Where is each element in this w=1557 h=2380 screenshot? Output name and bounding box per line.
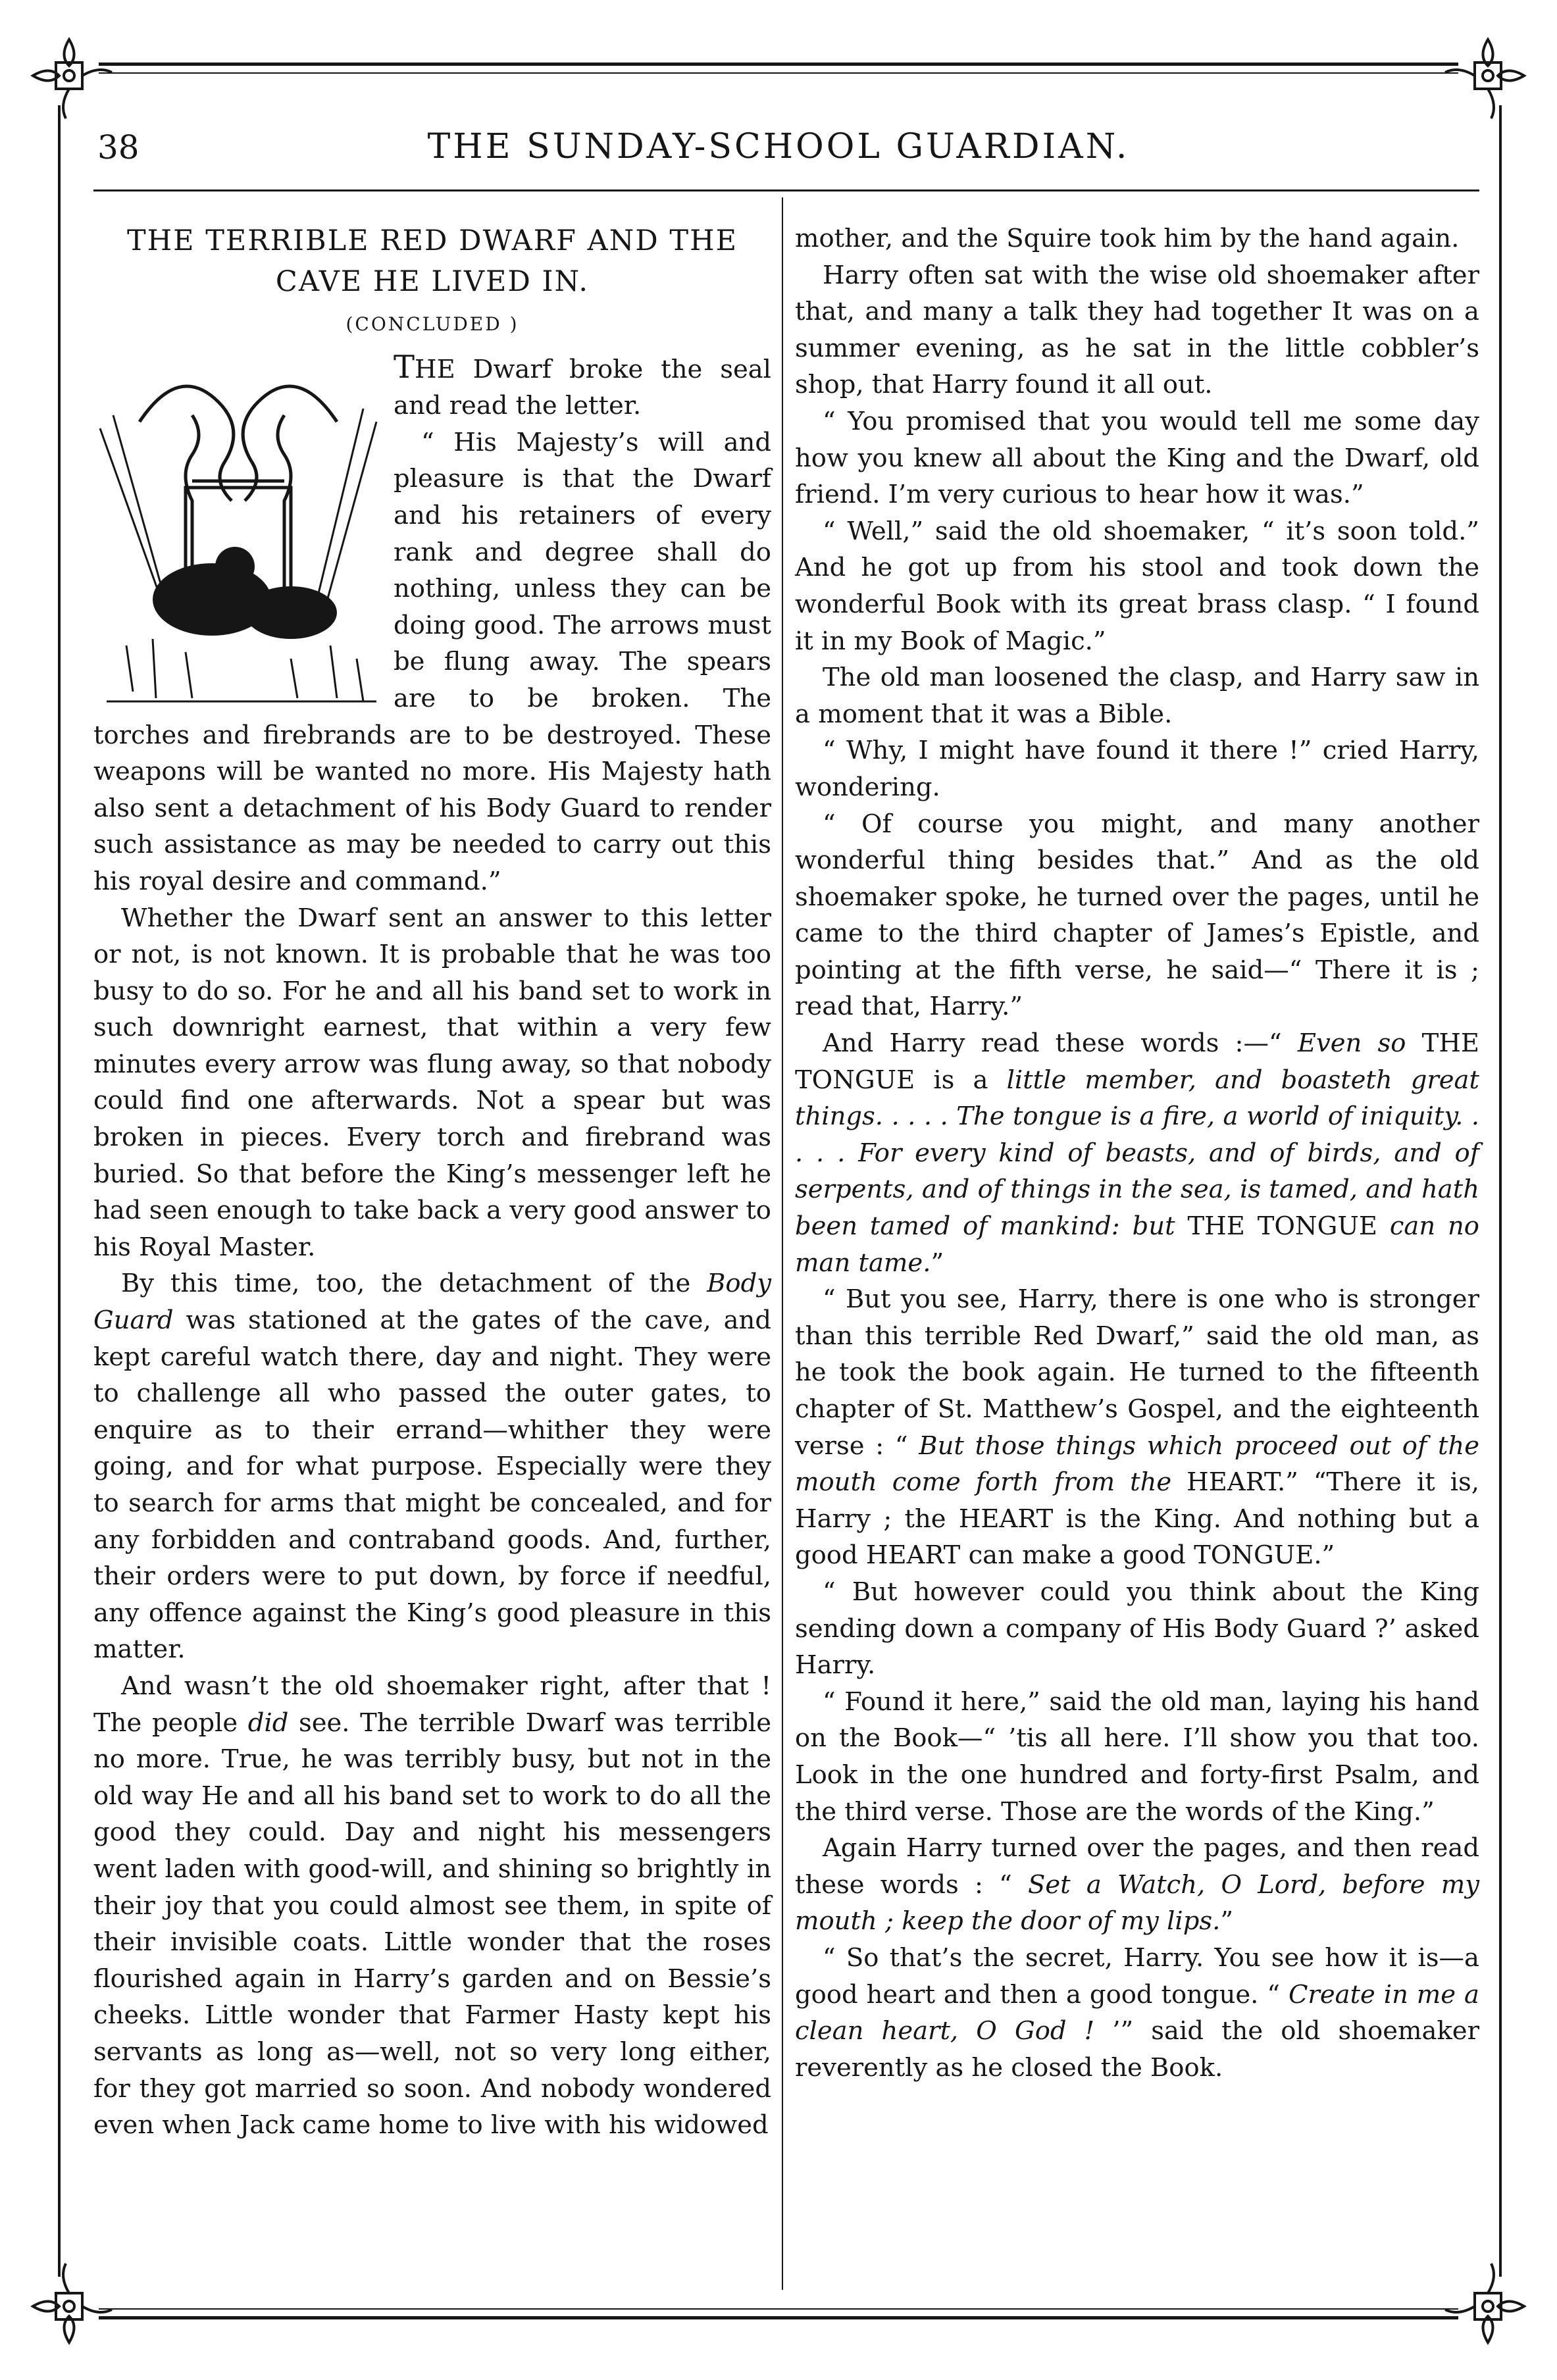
column-divider — [782, 197, 783, 2290]
right-column — [795, 220, 1479, 2086]
paragraph — [795, 1830, 1479, 1940]
paragraph: mother, and the Squire took him by the hand again. — [795, 224, 1460, 253]
paragraph: “ Of course you might, and many another wonderful thing besides that.” And as the old shoemaker spoke, he turned over the pages, until he came to the third chapter of James’s Epistle, and pointing at the fifth verse, he said—“ There it is ; read that, Harry.” — [795, 809, 1479, 1022]
paragraph-text: is a — [915, 1065, 1007, 1095]
paragraph: The old man loosened the clasp, and Harry saw in a moment that it was a Bible. — [795, 663, 1479, 729]
emphasis: Even so — [1297, 1028, 1406, 1059]
paragraph — [93, 1265, 771, 1668]
page-number: 38 — [97, 128, 140, 166]
paragraph-text: is the King. And nothing but a good — [795, 1504, 1479, 1571]
paragraph: “ His Majesty’s will and pleasure is that the Dwarf and his retainers of every rank and degree shall do nothing, unless they can be doing good. The arrows must be flung away. The spears are to be broken. The torches and firebrands are to be destroyed. These weapons will be wanted no more. His Majesty hath also sent a detachment of his Body Guard to render such assistance as may be needed to carry out this his royal desire and command.” — [93, 427, 771, 896]
emphasis: can no man tame. — [795, 1211, 1479, 1278]
ornament-corner-icon — [20, 2257, 118, 2356]
small-caps: TONGUE — [1194, 1540, 1314, 1571]
running-title: THE SUNDAY-SCHOOL GUARDIAN. — [427, 127, 1130, 166]
left-column — [93, 220, 771, 2144]
frame-right-rule — [1499, 105, 1502, 2277]
paragraph-text: And Harry read these words :—“ — [823, 1028, 1298, 1059]
paragraph-text: ” — [931, 1248, 944, 1278]
paragraph: Harry often sat with the wise old shoemaker after that, and many a talk they had together It was on a summer evening, as he sat in the little cobbler’s shop, that Harry found it all out. — [795, 260, 1479, 400]
paragraph-text: HEART.” “There it is, Harry ; the — [795, 1467, 1479, 1534]
ornament-corner-icon — [1439, 2257, 1537, 2356]
paragraph-text: was stationed at the gates of the cave, and kept careful watch there, day and night. They were to challenge all who passed the outer gates, to enquire as to their errand—whither they were going, and for what purpose. Especially were they to search for arms that might be concealed, and for any forbidden and contraband goods. And, further, their orders were to put down, by force if needful, any offence against the King’s good pleasure in this matter. — [93, 1305, 771, 1665]
paragraph-text: “ But you see, Harry, there is one who is stronger than this terrible Red Dwarf,” said the old man, as he took the book again. He turned to the fifteenth chapter of St. Matthew’s Gospel, and the eighteenth verse : “ — [795, 1284, 1479, 1461]
paragraph: “ Found it here,” said the old man, laying his hand on the Book—“ ’tis all here. I’ll show you that too. Look in the one hundred and forty-first Psalm, and the third verse. Those are the words of the King.” — [795, 1686, 1479, 1827]
frame-left-rule — [58, 105, 61, 2277]
paragraph-text: Whether the Dwarf sent an answer to this letter or not, is not known. It is probable that he was too busy to do so. For he and all his band set to work in such downright earnest, that within a very few minutes every arrow was flung away, so that nobody could find one afterwards. Not a spear but was broken in pieces. Every torch and firebrand was buried. So that before the King’s messenger left he had seen enough to take back a very good answer to his Royal Master. — [93, 903, 771, 1262]
paragraph-text: HE Dwarf broke the seal and read the letter. — [394, 354, 771, 421]
paragraph — [795, 1281, 1479, 1574]
frame-bottom-rule-inner — [99, 2308, 1458, 2310]
article-title — [93, 220, 771, 302]
paragraph: “ Well,” said the old shoemaker, “ it’s soon told.” And he got up from his stool and took down the wonderful Book with its great brass clasp. “ I found it in my Book of Magic.” — [795, 516, 1479, 656]
small-caps: THE TONGUE — [1175, 1211, 1390, 1242]
frame-top-rule — [99, 63, 1458, 66]
decorative-initial-t-icon — [93, 349, 383, 708]
paragraph: “ Why, I might have found it there !” cried Harry, wondering. — [795, 736, 1479, 802]
paragraph-text: ” — [1220, 1906, 1234, 1937]
small-caps: HEART — [865, 1540, 961, 1571]
header-rule — [93, 190, 1479, 191]
paragraph — [795, 1025, 1479, 1281]
paragraph-text: Again Harry turned over the pages, and then read these words : “ — [795, 1833, 1479, 1900]
emphasis: Set a Watch, O Lord, before my mouth ; keep the door of my lips. — [795, 1869, 1479, 1937]
frame-top-rule-inner — [99, 72, 1458, 74]
emphasis: But those things which proceed out of the mouth come forth from the — [795, 1431, 1479, 1498]
page-header — [86, 122, 1471, 181]
paragraph: “ But however could you think about the King sending down a company of His Body Guard ?’ asked Harry. — [795, 1577, 1479, 1681]
paragraph-text: “ So that’s the secret, Harry. You see how it is—a good heart and then a good tongue. “ — [795, 1942, 1479, 2010]
paragraph-text: And wasn’t the old shoemaker right, after that ! The people — [93, 1671, 771, 1738]
paragraph-text: .” — [1314, 1540, 1335, 1571]
paragraph: “ You promised that you would tell me some day how you knew all about the King and the Dwarf, old friend. I’m very curious to hear how it was.” — [795, 406, 1479, 510]
small-caps: HEART — [958, 1504, 1054, 1534]
frame-bottom-rule — [99, 2316, 1458, 2319]
article-title-line: CAVE HE LIVED IN. — [275, 265, 590, 298]
paragraph — [93, 900, 771, 1266]
emphasis: little member, and boasteth great things. . . . . The tongue is a fire, a world of iniquity. . . . . For every kind of beasts, and of birds, and of serpents, and of things in the sea, is tamed, and hath been tamed of mankind: but — [795, 1065, 1479, 1242]
article-title-line: THE TERRIBLE RED DWARF AND THE — [126, 224, 738, 257]
paragraph — [93, 1668, 771, 2144]
paragraph-text: By this time, too, the detachment of the — [121, 1269, 707, 1299]
small-caps: THE TONGUE — [795, 1028, 1480, 1095]
emphasis: Body Guard — [93, 1269, 771, 1336]
paragraph-text: ’” said the old shoemaker reverently as he closed the Book. — [795, 2016, 1479, 2083]
emphasis: Create in me a clean heart, O God ! — [795, 1979, 1479, 2046]
paragraph-text: see. The terrible Dwarf was terrible no more. True, he was terribly busy, but not in the old way He and all his band set to work to do all the good they could. Day and night his messengers went laden with good-will, and shining so brightly in their joy that you could almost see them, in spite of their invisible coats. Little wonder that the roses flourished again in Harry’s garden and on Bessie’s cheeks. Little wonder that Farmer Hasty kept his servants as long as—well, not so very long either, for they got married so soon. And nobody wondered even when Jack came home to live with his widowed — [93, 1708, 771, 2140]
drop-cap: T — [394, 348, 415, 386]
ornament-corner-icon — [20, 26, 118, 125]
paragraph — [795, 1940, 1479, 2086]
emphasis: did — [247, 1708, 289, 1738]
ornament-corner-icon — [1439, 26, 1537, 125]
paragraph-text: can make a good — [960, 1540, 1194, 1571]
article-subtitle: (CONCLUDED ) — [345, 313, 519, 335]
